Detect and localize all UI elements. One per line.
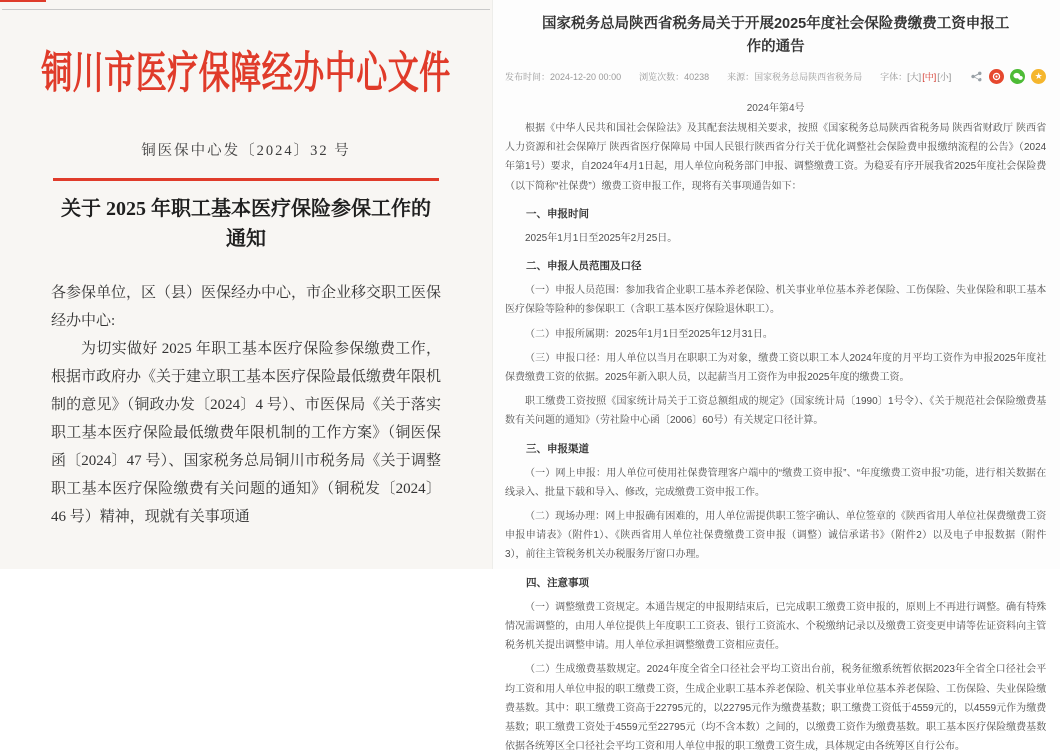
publish-time-value: 2024-12-20 00:00 (550, 71, 622, 82)
article-paragraph: 2025年1月1日至2025年2月25日。 (525, 232, 678, 244)
article-paragraph: （二）生成缴费基数规定。2024年度全省全口径社会平均工资出台前，税务征缴系统暂依据2023年全省全口径社会平均工资和用人单位申报的职工缴费工资，生成企业职工基本养老保险、机关事业单位基本养老保险、工伤保险、失业保险缴费基数。其中：职工缴费工资高于22795元的，以22795元作为缴费基数；职工缴费工资低于4559元的，以4559元作为缴费基数；职工缴费工资处于4559元至22795元（均不含本数）之间的，以缴费工资作为缴费基数。职工基本医疗保险缴费基数依据各统筹区全口径社会平均工资和用人单位申报的职工缴费工资生成，具体规定由各统筹区自行公布。 (505, 664, 1047, 753)
article-title: 国家税务总局陕西省税务局关于开展2025年度社会保险费缴费工资申报工作的通告 (541, 16, 1010, 56)
document-title-line1: 关于 2025 年职工基本医疗保险参保工作的 (61, 197, 431, 220)
article-body (505, 119, 1046, 756)
font-size-switcher (880, 70, 952, 83)
view-count-value: 40238 (684, 71, 710, 82)
article-paragraph: （二）现场办理：网上申报确有困难的，用人单位需提供职工签字确认、单位签章的《陕西省用人单位社保费缴费工资申报申请表》（附件1）、《陕西省用人单位社保费缴费工资申报（调整）诚信承诺书》（附件2）以及电子申报数据（附件3），前往主管税务机关办税服务厅窗口办理。 (505, 511, 1047, 561)
share-icon[interactable] (970, 70, 983, 83)
source-label: 来源： (727, 71, 755, 82)
wechat-icon[interactable] (1010, 69, 1025, 84)
article-paragraph: 根据《中华人民共和国社会保险法》及其配套法规相关要求，按照《国家税务总局陕西省税务局 陕西省财政厅 陕西省人力资源和社会保障厅 陕西省医疗保障局 中国人民银行陕西省分行关于优化调整社会保险费申报缴纳流程的公告》（2024年第1号）要求，自2024年4月1日起，用人单位向税务部门申报、调整缴费工资。为稳妥有序开展我省2025年度社会保险费（以下简称“社保费”）缴费工资申报工作，现将有关事项通告如下： (505, 122, 1047, 192)
document-title (21, 194, 471, 254)
source-value: 国家税务总局陕西省税务局 (754, 71, 863, 82)
section-heading-2: 二、申报人员范围及口径 (526, 260, 642, 273)
page-edge-red-mark (0, 0, 46, 2)
article-paragraph: （二）申报所属期：2025年1月1日至2025年12月31日。 (525, 328, 773, 340)
document-header-title: 铜川市医疗保障经办中心文件 (41, 47, 451, 98)
page-top-divider (2, 9, 490, 10)
body-paragraph: 为切实做好 2025 年职工基本医疗保险参保缴费工作，根据市政府办《关于建立职工基本医疗保险最低缴费年限机制的意见》（铜政办发〔2024〕4 号）、市医保局《关于落实职工基本医疗保险最低缴费年限机制的工作方案》（铜医保函〔2024〕47 号）、国家税务总局铜川市税务局《关于调整职工基本医疗保险缴费有关问题的通知》（铜税发〔2024〕46 号）精神，现就有关事项通 (51, 340, 442, 525)
publish-time (505, 70, 621, 83)
right-article-page (492, 0, 1060, 753)
font-size-small-button[interactable]: [小] (937, 71, 952, 82)
share-icon-group (970, 69, 1046, 84)
section-heading-1: 一、申报时间 (526, 207, 589, 220)
view-count (639, 70, 709, 83)
notice-number: 2024年第4号 (746, 102, 805, 114)
section-heading-3: 三、申报渠道 (526, 442, 589, 455)
article-paragraph: 职工缴费工资按照《国家统计局关于工资总额组成的规定》（国家统计局〔1990〕1号令）、《关于规范社会保险缴费基数有关问题的通知》（劳社险中心函〔2006〕60号）有关规定口径计算。 (505, 396, 1047, 427)
document-body (51, 279, 441, 531)
font-size-medium-button[interactable]: [中] (922, 71, 937, 82)
publish-time-label: 发布时间： (505, 71, 551, 82)
view-count-label: 浏览次数： (639, 71, 685, 82)
left-document-page (0, 0, 492, 569)
font-size-large-button[interactable]: [大] (907, 71, 922, 82)
document-title-line2: 通知 (226, 227, 266, 250)
section-heading-4: 四、注意事项 (526, 576, 589, 589)
weibo-icon[interactable] (989, 69, 1004, 84)
article-paragraph: （三）申报口径：用人单位以当月在职职工为对象，缴费工资以职工本人2024年度的月平均工资作为申报2025年度社保费缴费工资的依据。2025年新入职人员，以起薪当月工资作为申报2025年度的缴费工资。 (505, 352, 1047, 383)
document-number: 铜医保中心发〔2024〕32 号 (141, 143, 351, 159)
article-meta-bar (505, 69, 1046, 84)
article-paragraph: （一）网上申报：用人单位可使用社保费管理客户端中的“缴费工资申报”、“年度缴费工资申报”功能，进行相关数据在线录入、批量下载和导入、修改，完成缴费工资申报工作。 (505, 467, 1047, 498)
article-paragraph: （一）申报人员范围：参加我省企业职工基本养老保险、机关事业单位基本养老保险、工伤保险、失业保险和职工基本医疗保险等险种的参保职工（含职工基本医疗保险退休职工）。 (505, 285, 1047, 316)
salutation-paragraph: 各参保单位，区（县）医保经办中心，市企业移交职工医保经办中心: (51, 284, 442, 329)
red-divider-line (53, 178, 439, 181)
article-paragraph: （一）调整缴费工资规定。本通告规定的申报期结束后，已完成职工缴费工资申报的，原则上不再进行调整。确有特殊情况需调整的，由用人单位提供上年度职工工资表、银行工资流水、个税缴纳记录以及缴费工资变更申请等佐证资料向主管税务机关提出调整申请。用人单位承担调整缴费工资相应责任。 (505, 601, 1047, 652)
source (727, 70, 862, 83)
qzone-icon[interactable]: ★ (1031, 69, 1046, 84)
font-size-label: 字体： (880, 71, 908, 82)
